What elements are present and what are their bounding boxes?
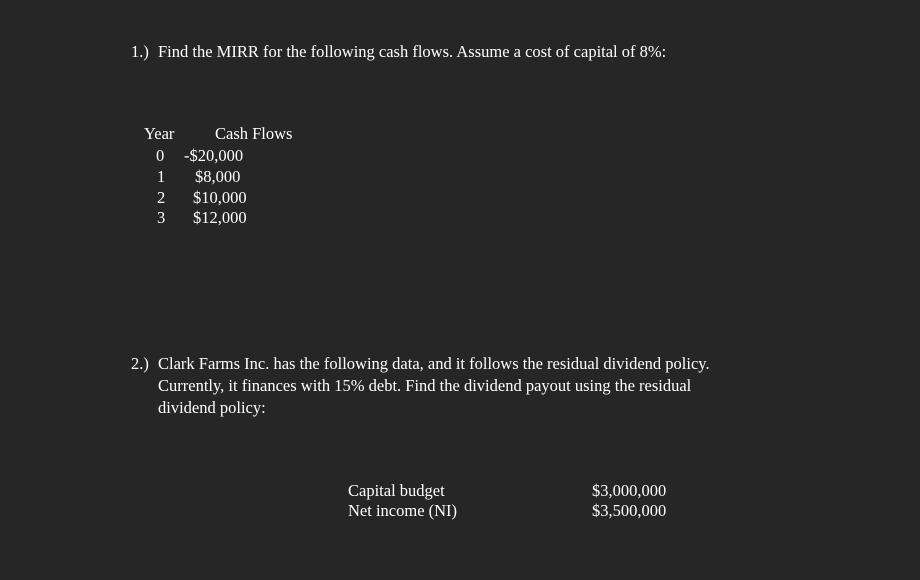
cash-flow-cell: $10,000 (193, 188, 247, 207)
question-1-text: Find the MIRR for the following cash flows. Assume a cost of capital of 8%: (158, 42, 667, 61)
question-2-line: Clark Farms Inc. has the following data, and it follows the residual dividend policy. (158, 354, 710, 373)
question-2-line: Currently, it finances with 15% debt. Find the dividend payout using the residual (158, 376, 692, 395)
question-2-number: 2.) (131, 354, 149, 373)
net-income-value: $3,500,000 (592, 501, 667, 520)
year-header: Year (144, 124, 175, 143)
cash-flow-cell: -$20,000 (184, 146, 244, 165)
year-cell: 3 (157, 208, 166, 227)
capital-budget-label: Capital budget (348, 481, 445, 500)
net-income-label: Net income (NI) (348, 501, 458, 520)
year-cell: 1 (157, 167, 166, 186)
year-cell: 0 (156, 146, 165, 165)
capital-budget-value: $3,000,000 (592, 481, 667, 500)
question-2-line: dividend policy: (158, 398, 266, 417)
cash-flow-cell: $8,000 (195, 167, 241, 186)
cash-flows-header: Cash Flows (215, 124, 293, 143)
year-cell: 2 (157, 188, 166, 207)
cash-flow-cell: $12,000 (193, 208, 247, 227)
question-1-number: 1.) (131, 42, 149, 61)
